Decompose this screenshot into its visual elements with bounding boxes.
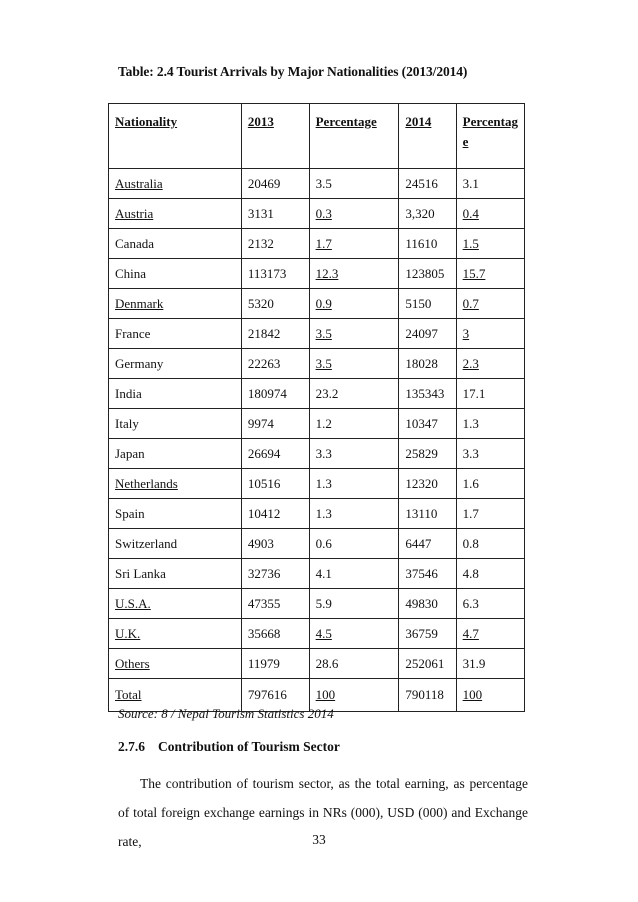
cell-text: Switzerland [115,535,178,551]
cell-percentage-2014 [456,469,524,499]
table-row [109,319,525,349]
cell-percentage-2013 [309,529,399,559]
cell-percentage-2013 [309,439,399,469]
cell-text: 6.3 [462,595,479,611]
body-paragraph: The contribution of tourism sector, as the total earning, as percentage of total foreign exchange earnings in NRs (000), USD (000) and Exchange rate, [118,776,528,849]
cell-nationality [109,349,242,379]
cell-value-2014 [399,349,456,379]
cell-percentage-2013 [309,559,399,589]
table-row [109,619,525,649]
table-row [109,259,525,289]
cell-value-2014 [399,439,456,469]
cell-value-2014 [399,589,456,619]
cell-text: 252061 [405,655,445,671]
cell-text: 31.9 [462,655,486,671]
table-row [109,559,525,589]
cell-text: 2132 [247,235,274,251]
section-title: Contribution of Tourism Sector [158,739,340,754]
cell-text: 6447 [405,535,432,551]
cell-text: 4.7 [462,625,479,641]
cell-value-2013 [241,199,309,229]
table-row [109,409,525,439]
cell-text: Italy [115,415,139,431]
cell-percentage-2013 [309,289,399,319]
cell-percentage-2014 [456,499,524,529]
cell-text: 49830 [405,595,438,611]
cell-percentage-2013 [309,199,399,229]
table-row [109,379,525,409]
table-header-row [109,104,525,169]
table-row [109,499,525,529]
cell-text: Canada [115,235,154,251]
cell-text: 790118 [405,687,444,702]
cell-percentage-2014 [456,439,524,469]
cell-nationality [109,499,242,529]
cell-text: 0.3 [315,205,332,221]
cell-percentage-2013 [309,499,399,529]
cell-text: 24097 [405,325,438,341]
cell-text: 10412 [247,505,281,521]
cell-value-2014 [399,199,456,229]
cell-percentage-2013 [309,349,399,379]
cell-text: 11610 [405,235,438,251]
cell-value-2014 [399,469,456,499]
cell-percentage-2013 [309,259,399,289]
cell-value-2014 [399,259,456,289]
cell-text: 5.9 [315,595,332,611]
cell-value-2013 [241,169,309,199]
cell-percentage-2013 [309,379,399,409]
cell-text: 17.1 [462,385,486,401]
cell-text: 0.6 [315,535,332,551]
cell-percentage-2013 [309,649,399,679]
cell-value-2014 [399,559,456,589]
cell-text: 12.3 [315,265,339,281]
tourist-arrivals-table [108,103,525,712]
cell-percentage-2013 [309,469,399,499]
cell-text: 3131 [247,205,274,221]
cell-percentage-2014 [456,379,524,409]
cell-value-2013 [241,259,309,289]
cell-text: 3.5 [315,325,332,341]
cell-text: 20469 [247,175,281,191]
cell-nationality [109,589,242,619]
table-row [109,199,525,229]
cell-text: 180974 [247,385,287,401]
cell-nationality [109,559,242,589]
header-percentage-2014: Percentag e [456,104,524,169]
cell-percentage-2014 [456,559,524,589]
cell-text: 0.8 [462,535,479,551]
cell-text: 3.5 [315,175,332,191]
cell-text: 5150 [405,295,432,311]
cell-value-2014 [399,289,456,319]
cell-value-2014 [399,229,456,259]
cell-text: 9974 [247,415,274,431]
cell-text: 28.6 [315,655,339,671]
cell-nationality [109,319,242,349]
cell-text: 22263 [247,355,281,371]
cell-text: Others [115,655,150,671]
cell-text: 4.1 [315,565,332,581]
cell-text: Austria [115,205,154,221]
cell-nationality [109,379,242,409]
cell-text: 100 [315,687,336,702]
cell-value-2013 [241,409,309,439]
cell-text: 26694 [247,445,281,461]
cell-text: 35668 [247,625,281,641]
cell-text: 4.5 [315,625,332,641]
cell-text: 2.3 [462,355,479,371]
cell-text: Japan [115,445,145,461]
header-2013: 2013 [241,104,309,169]
cell-value-2013 [241,559,309,589]
cell-text: 5320 [247,295,274,311]
cell-percentage-2013 [309,229,399,259]
cell-percentage-2014 [456,259,524,289]
section-number: 2.7.6 [118,739,145,754]
cell-text: 1.3 [315,505,332,521]
cell-value-2014 [399,319,456,349]
cell-text: 21842 [247,325,281,341]
cell-percentage-2014 [456,589,524,619]
cell-text: 3 [462,325,470,341]
cell-nationality [109,169,242,199]
cell-text: 13110 [405,505,438,521]
cell-nationality [109,649,242,679]
cell-percentage-2014 [456,169,524,199]
cell-text: 0.4 [462,205,479,221]
header-percentage-2013: Percentage [309,104,399,169]
cell-text: Germany [115,355,164,371]
cell-value-2014 [399,169,456,199]
cell-percentage-2014 [456,229,524,259]
table-caption: Table: 2.4 Tourist Arrivals by Major Nationalities (2013/2014) [118,64,468,79]
cell-text: 797616 [247,687,287,702]
cell-text: 123805 [405,265,445,281]
cell-percentage-2013 [309,409,399,439]
table-row [109,289,525,319]
cell-value-2013 [241,349,309,379]
cell-nationality [109,529,242,559]
cell-percentage-2014 [456,619,524,649]
cell-value-2013 [241,289,309,319]
table-source: Source: 8 / Nepal Tourism Statistics 2014 [118,706,334,721]
cell-percentage-2013 [309,589,399,619]
cell-text: 15.7 [462,265,486,281]
cell-text: 3.3 [462,445,479,461]
cell-value-2013 [241,529,309,559]
table-row [109,649,525,679]
cell-text: 135343 [405,385,445,401]
cell-percentage-2014 [456,289,524,319]
cell-value-2013 [241,319,309,349]
cell-value-2014 [399,409,456,439]
cell-nationality [109,229,242,259]
cell-nationality [109,289,242,319]
table-row [109,169,525,199]
section-heading [118,739,340,755]
cell-nationality [109,439,242,469]
table-row [109,439,525,469]
cell-text: 0.9 [315,295,332,311]
cell-text: France [115,325,151,341]
cell-text: 12320 [405,475,438,491]
cell-text: Netherlands [115,475,178,491]
cell-text: Spain [115,505,145,521]
cell-value-2014 [399,619,456,649]
cell-text: 1.3 [315,475,332,491]
cell-value-2013 [241,619,309,649]
cell-text: 113173 [247,265,287,281]
cell-text: Australia [115,175,163,191]
cell-text: 24516 [405,175,438,191]
cell-text: 3.3 [315,445,332,461]
cell-text: 11979 [247,655,280,671]
cell-value-2013 [241,379,309,409]
cell-value-2013 [241,649,309,679]
cell-text: 1.7 [462,505,479,521]
cell-text: 10516 [247,475,281,491]
cell-nationality [109,199,242,229]
cell-text: 3.5 [315,355,332,371]
cell-text: 25829 [405,445,438,461]
cell-text: Denmark [115,295,164,311]
cell-text: U.K. [115,625,141,641]
cell-text: 1.5 [462,235,479,251]
cell-value-2013 [241,589,309,619]
cell-text: 1.7 [315,235,332,251]
table-row [109,529,525,559]
cell-text: U.S.A. [115,595,151,611]
cell-nationality [109,409,242,439]
cell-text: Total [115,687,142,702]
cell-percentage-2014 [456,199,524,229]
cell-text: 3,320 [405,205,435,221]
cell-text: 1.3 [462,415,479,431]
cell-value-2014 [399,679,456,712]
cell-percentage-2013 [309,319,399,349]
cell-value-2013 [241,439,309,469]
cell-percentage-2014 [456,349,524,379]
cell-value-2014 [399,499,456,529]
cell-text: 47355 [247,595,281,611]
cell-value-2013 [241,499,309,529]
cell-percentage-2014 [456,409,524,439]
cell-percentage-2014 [456,319,524,349]
cell-percentage-2014 [456,649,524,679]
cell-text: 18028 [405,355,438,371]
cell-value-2014 [399,649,456,679]
cell-text: 0.7 [462,295,479,311]
cell-value-2014 [399,379,456,409]
cell-text: 36759 [405,625,438,641]
cell-text: China [115,265,147,281]
table-row [109,229,525,259]
table-row [109,349,525,379]
cell-text: 3.1 [462,175,479,191]
cell-percentage-2014 [456,529,524,559]
page-number: 33 [312,832,326,847]
cell-text: 4903 [247,535,274,551]
cell-percentage-2013 [309,169,399,199]
cell-nationality [109,259,242,289]
cell-text: 1.6 [462,475,479,491]
cell-nationality [109,469,242,499]
cell-text: 23.2 [315,385,339,401]
cell-percentage-2013 [309,619,399,649]
cell-text: 4.8 [462,565,479,581]
table-body [109,169,525,712]
header-nationality: Nationality [109,104,242,169]
cell-percentage-2014 [456,679,524,712]
table-row [109,589,525,619]
cell-value-2013 [241,229,309,259]
cell-text: India [115,385,142,401]
cell-text: 10347 [405,415,438,431]
header-2014: 2014 [399,104,456,169]
cell-nationality [109,619,242,649]
cell-text: Sri Lanka [115,565,166,581]
cell-value-2013 [241,469,309,499]
cell-text: 37546 [405,565,438,581]
cell-text: 1.2 [315,415,332,431]
cell-value-2014 [399,529,456,559]
cell-text: 100 [462,687,483,702]
cell-text: 32736 [247,565,281,581]
table-row [109,469,525,499]
